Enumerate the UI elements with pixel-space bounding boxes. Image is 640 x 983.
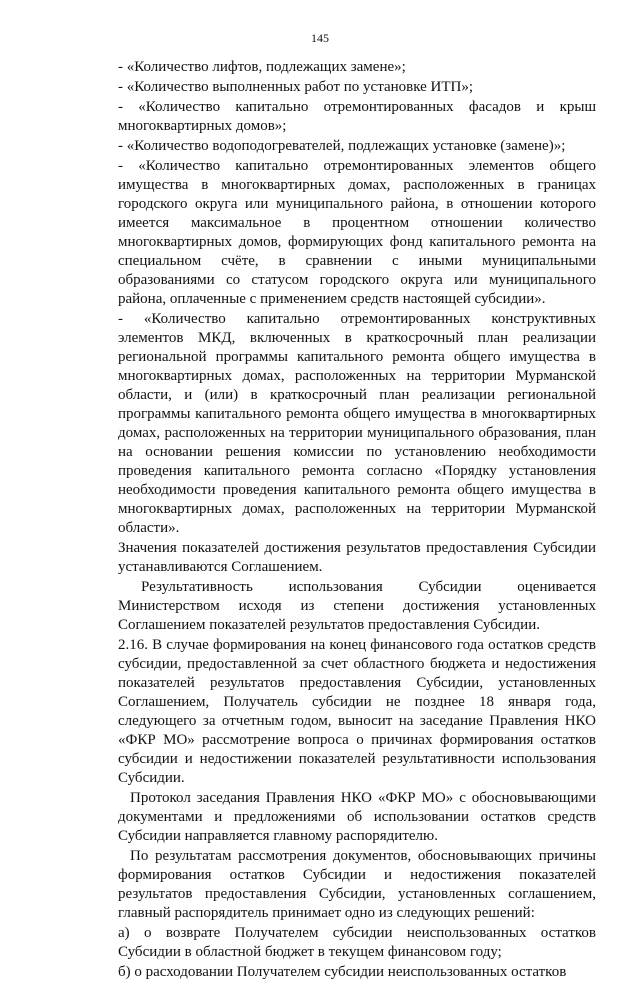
- paragraph-indicator-values: Значения показателей достижения результатов предоставления Субсидии устанавливаются Соглашением.: [118, 540, 596, 575]
- list-item-structural-elements: - «Количество капитально отремонтированных конструктивных элементов МКД, включенных в краткосрочный план реализации региональной программы капитального ремонта общего имущества в многоквартирных домах, расположенных на территории Мурманской области, и (или) в краткосрочный план реализации региональной программы капитального ремонта общего имущества в многоквартирных домах, расположенных на территории муниципального образования, план на основании решения комиссии по установлению необходимости проведения капитального ремонта согласно «Порядку установления необходимости проведения капитального ремонта общего имущества в многоквартирных домах, расположенных на территории Мурманской области».: [118, 311, 596, 536]
- list-item-facades-roofs: - «Количество капитально отремонтированных фасадов и крыш многоквартирных домов»;: [118, 99, 596, 134]
- paragraph-effectiveness: Результативность использования Субсидии оценивается Министерством исходя из степени достижения установленных Соглашением показателей результатов предоставления Субсидии.: [118, 579, 596, 633]
- paragraph-review-results: По результатам рассмотрения документов, обосновывающих причины формирования остатков Субсидии и недостижения показателей результатов предоставления Субсидии, установленных соглашением, главный распорядитель принимает одно из следующих решений:: [118, 848, 596, 921]
- list-item-option-a: а) о возврате Получателем субсидии неиспользованных остатков Субсидии в областной бюджет в текущем финансовом году;: [118, 925, 596, 960]
- paragraph-protocol: Протокол заседания Правления НКО «ФКР МО» с обосновывающими документами и предложениями об использовании остатков средств Субсидии направляется главному распорядителю.: [118, 790, 596, 844]
- list-item-itp-works: - «Количество выполненных работ по установке ИТП»;: [118, 79, 474, 95]
- page-number: 145: [311, 31, 329, 45]
- paragraph-2-16: 2.16. В случае формирования на конец финансового года остатков средств субсидии, предоставленной за счет областного бюджета и недостижения показателей результатов предоставления Субсидии, установленных Соглашением, Получатель субсидии не позднее 18 января года, следующего за отчетным годом, выносит на заседание Правления НКО «ФКР МО» рассмотрение вопроса о причинах формирования остатков субсидии и недостижении показателей результативности использования Субсидии.: [118, 637, 596, 786]
- list-item-elevators: - «Количество лифтов, подлежащих замене»;: [118, 59, 406, 75]
- list-item-option-b: б) о расходовании Получателем субсидии неиспользованных остатков: [118, 964, 567, 980]
- document-body: [118, 58, 596, 983]
- list-item-water-heaters: - «Количество водоподогревателей, подлежащих установке (замене)»;: [118, 138, 566, 154]
- list-item-common-property-elements: - «Количество капитально отремонтированных элементов общего имущества в многоквартирных домах, расположенных в границах городского округа или муниципального района, в отношении которого имеется максимальное в процентном отношении количество многоквартирных домов, формирующих фонд капитального ремонта на специальном счёте, в сравнении с иными муниципальными образованиями со статусом городского округа или муниципального района, оплаченные с применением средств настоящей субсидии».: [118, 158, 596, 307]
